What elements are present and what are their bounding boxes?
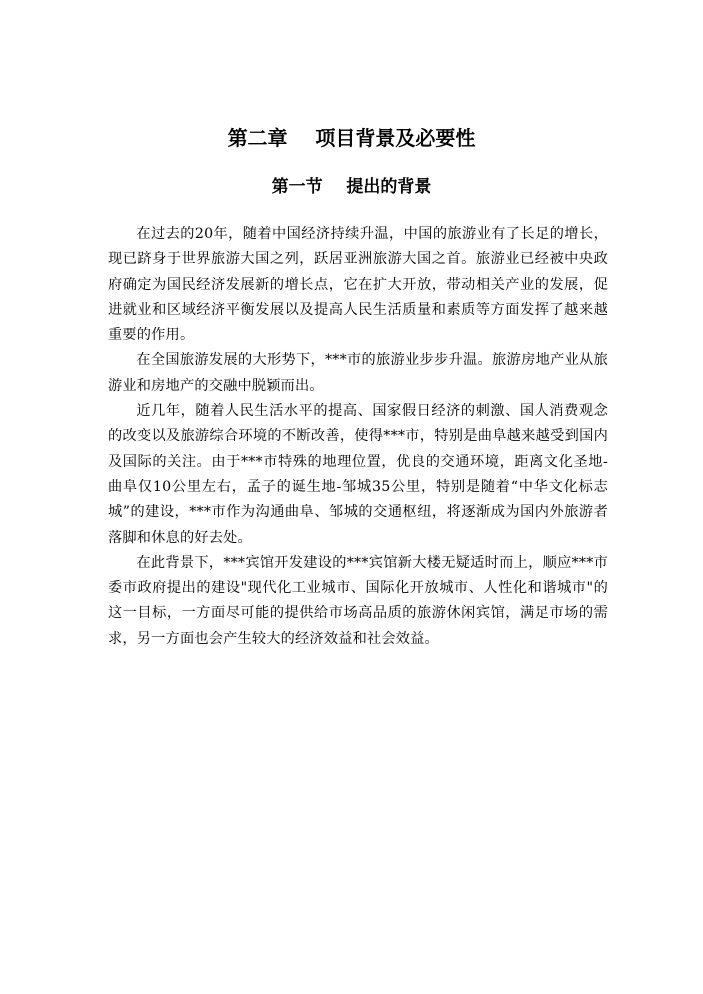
paragraph-2: 在全国旅游发展的大形势下，***市的旅游业步步升温。旅游房地产业从旅游业和房地产的交融中脱颖而出。	[108, 352, 608, 394]
body-text	[108, 222, 608, 652]
chapter-title: 第二章 项目背景及必要性	[227, 126, 476, 150]
section-title: 第一节 提出的背景	[271, 177, 432, 197]
paragraph-3: 近几年，随着人民生活水平的提高、国家假日经济的刺激、国人消费观念的改变以及旅游综合环境的不断改善，使得***市，特别是曲阜越来越受到国内及国际的关注。由于***市特殊的地理位置，优良的交通环境，距离文化圣地-曲阜仅10公里左右，孟子的诞生地-邹城35公里，特别是随着“中华文化标志城”的建设，***市作为沟通曲阜、邹城的交通枢纽，将逐渐成为国内外旅游者落脚和休息的好去处。	[108, 403, 608, 546]
paragraph-1: 在过去的20年，随着中国经济持续升温，中国的旅游业有了长足的增长，现已跻身于世界旅游大国之列，跃居亚洲旅游大国之首。旅游业已经被中央政府确定为国民经济发展新的增长点，它在扩大开放，带动相关产业的发展，促进就业和区域经济平衡发展以及提高人民生活质量和素质等方面发挥了越来越重要的作用。	[108, 226, 608, 344]
paragraph-4: 在此背景下，***宾馆开发建设的***宾馆新大楼无疑适时而上，顺应***市委市政府提出的建设"现代化工业城市、国际化开放城市、人性化和谐城市"的这一目标，一方面尽可能的提供给市场高品质的旅游休闲宾馆，满足市场的需求，另一方面也会产生较大的经济效益和社会效益。	[108, 554, 608, 647]
